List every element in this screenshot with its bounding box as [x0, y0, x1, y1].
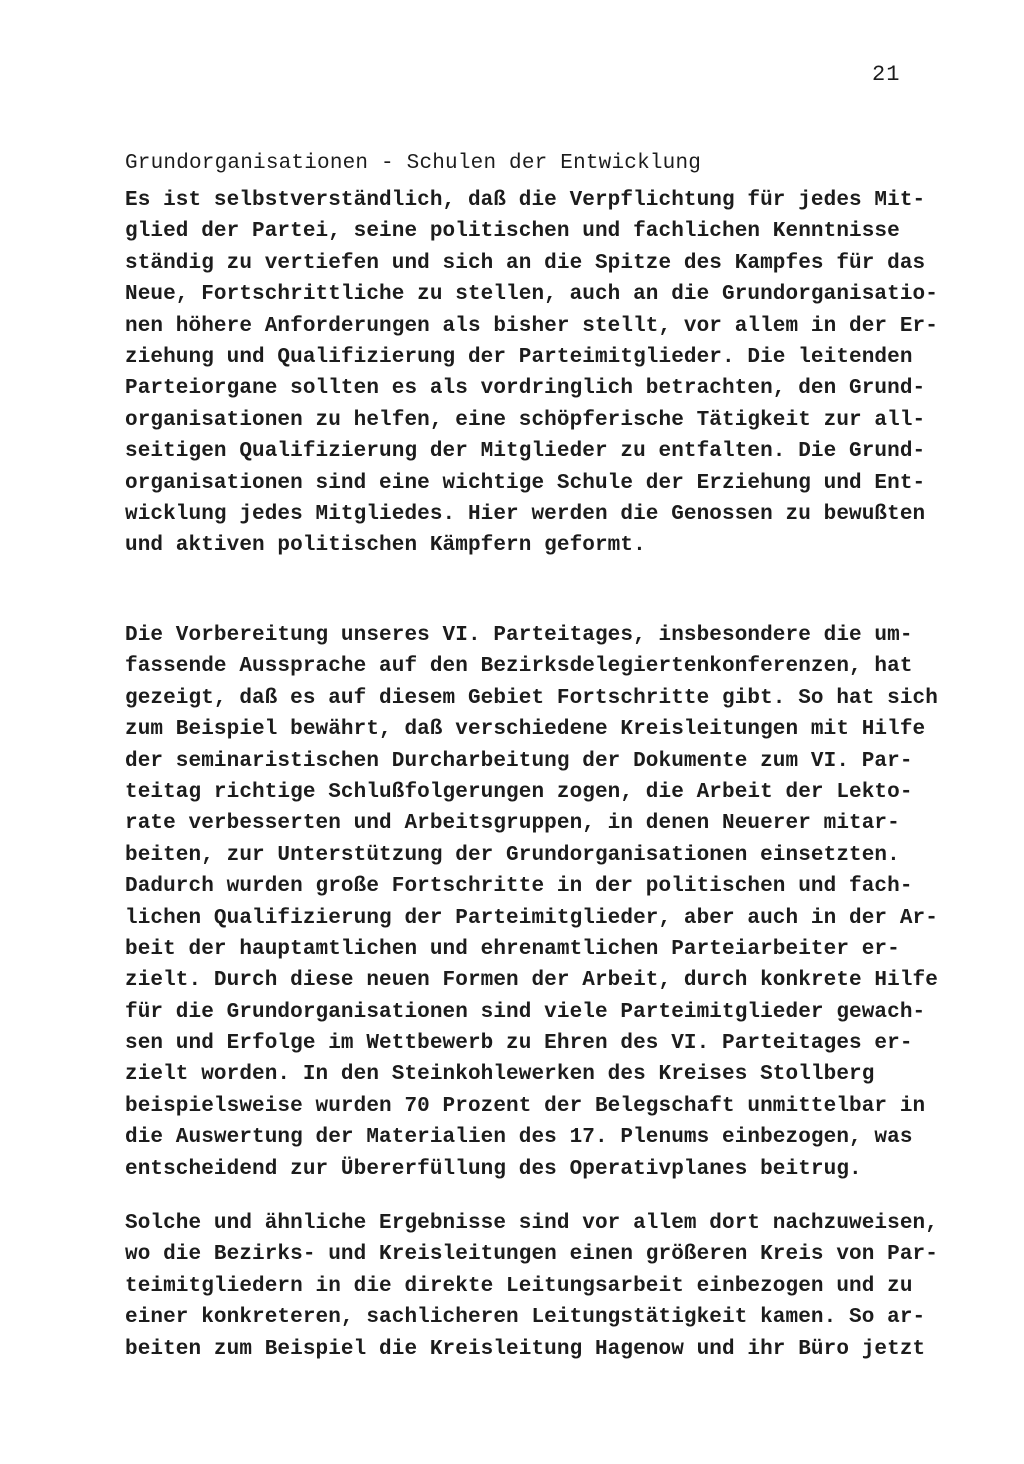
- text-line: beispielsweise wurden 70 Prozent der Belegschaft unmittelbar in: [125, 1094, 926, 1118]
- text-line: rate verbesserten und Arbeitsgruppen, in denen Neuerer mitar-: [125, 812, 900, 836]
- text-line: organisationen sind eine wichtige Schule der Erziehung und Ent-: [125, 471, 926, 495]
- text-line: beit der hauptamtlichen und ehrenamtlichen Parteiarbeiter er-: [125, 937, 900, 961]
- text-line: lichen Qualifizierung der Parteimitglieder, aber auch in der Ar-: [125, 906, 938, 930]
- text-line: zielt. Durch diese neuen Formen der Arbeit, durch konkrete Hilfe: [125, 969, 938, 993]
- text-line: der seminaristischen Durcharbeitung der Dokumente zum VI. Par-: [125, 749, 913, 773]
- text-line: für die Grundorganisationen sind viele Parteimitglieder gewach-: [125, 1000, 926, 1024]
- text-line: gezeigt, daß es auf diesem Gebiet Fortschritte gibt. So hat sich: [125, 686, 938, 710]
- text-line: sen und Erfolge im Wettbewerb zu Ehren des VI. Parteitages er-: [125, 1032, 913, 1056]
- text-line: Solche und ähnliche Ergebnisse sind vor allem dort nachzuweisen,: [125, 1212, 938, 1235]
- text-line: Es ist selbstverständlich, daß die Verpflichtung für jedes Mit-: [125, 189, 926, 212]
- text-line: nen höhere Anforderungen als bisher stellt, vor allem in der Er-: [125, 314, 938, 338]
- paragraph-2: [125, 620, 938, 1185]
- text-line: Dadurch wurden große Fortschritte in der politischen und fach-: [125, 875, 913, 899]
- text-line: entscheidend zur Übererfüllung des Operativplanes beitrug.: [125, 1157, 862, 1181]
- text-line: seitigen Qualifizierung der Mitglieder zu entfalten. Die Grund-: [125, 440, 926, 464]
- text-line: und aktiven politischen Kämpfern geformt.: [125, 534, 646, 558]
- paragraph-1: [125, 185, 938, 562]
- text-line: Parteiorgane sollten es als vordringlich betrachten, den Grund-: [125, 377, 926, 401]
- text-line: zielt worden. In den Steinkohlewerken des Kreises Stollberg: [125, 1063, 875, 1087]
- text-line: fassende Aussprache auf den Bezirksdelegiertenkonferenzen, hat: [125, 655, 913, 679]
- text-line: wo die Bezirks- und Kreisleitungen einen größeren Kreis von Par-: [125, 1243, 938, 1267]
- text-line: einer konkreteren, sachlicheren Leitungstätigkeit kamen. So ar-: [125, 1306, 926, 1330]
- text-line: die Auswertung der Materialien des 17. Plenums einbezogen, was: [125, 1126, 913, 1150]
- text-line: ständig zu vertiefen und sich an die Spitze des Kampfes für das: [125, 251, 926, 275]
- text-line: Die Vorbereitung unseres VI. Parteitages, insbesondere die um-: [125, 624, 913, 647]
- section-heading: Grundorganisationen - Schulen der Entwicklung: [125, 152, 702, 175]
- text-line: organisationen zu helfen, eine schöpferische Tätigkeit zur all-: [125, 408, 926, 432]
- paragraph-3: [125, 1208, 938, 1365]
- page-number: 21: [872, 62, 901, 87]
- text-line: beiten zum Beispiel die Kreisleitung Hagenow und ihr Büro jetzt: [125, 1337, 926, 1361]
- text-line: zum Beispiel bewährt, daß verschiedene Kreisleitungen mit Hilfe: [125, 718, 926, 742]
- text-line: glied der Partei, seine politischen und fachlichen Kenntnisse: [125, 220, 900, 244]
- text-line: teitag richtige Schlußfolgerungen zogen, die Arbeit der Lekto-: [125, 780, 913, 804]
- text-line: ziehung und Qualifizierung der Parteimitglieder. Die leitenden: [125, 345, 913, 369]
- text-line: wicklung jedes Mitgliedes. Hier werden die Genossen zu bewußten: [125, 502, 926, 526]
- text-line: teimitgliedern in die direkte Leitungsarbeit einbezogen und zu: [125, 1274, 913, 1298]
- text-line: Neue, Fortschrittliche zu stellen, auch an die Grundorganisatio-: [125, 283, 938, 307]
- text-line: beiten, zur Unterstützung der Grundorganisationen einsetzten.: [125, 843, 900, 867]
